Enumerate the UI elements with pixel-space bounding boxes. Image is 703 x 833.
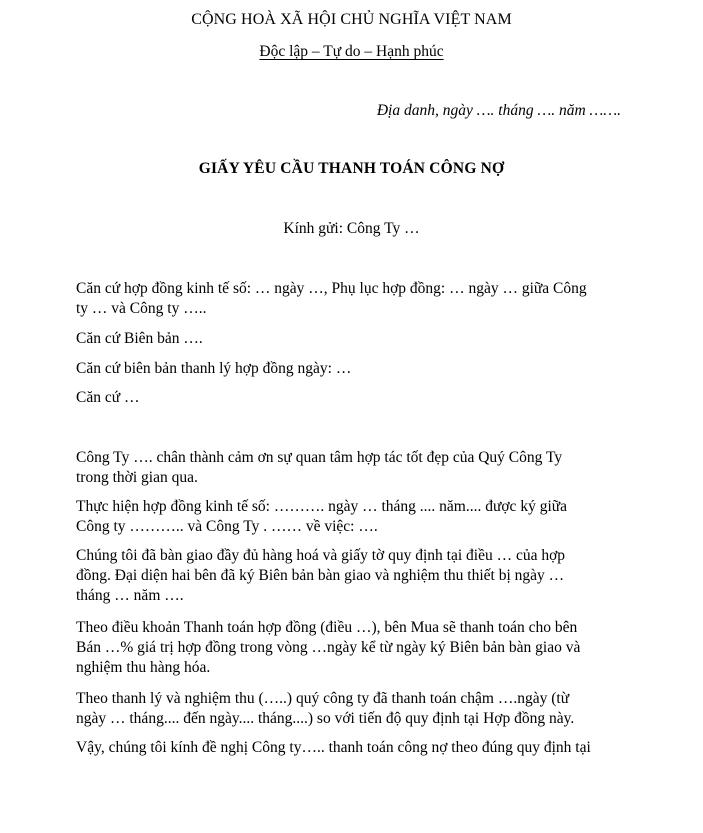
text-line: tháng … năm …. [76,587,184,604]
text-line: nghiệm thu hàng hóa. [76,659,211,676]
national-motto [0,43,703,61]
text-line: Vậy, chúng tôi kính đề nghị Công ty….. thanh toán công nợ theo đúng quy định tại [76,739,591,756]
text-line: Căn cứ hợp đồng kinh tế số: … ngày …, Phụ lục hợp đồng: … ngày … giữa Công [76,280,587,297]
text-line: Theo điều khoản Thanh toán hợp đồng (điều …), bên Mua sẽ thanh toán cho bên [76,619,578,636]
basis-minutes [76,329,636,349]
text-line: trong thời gian qua. [76,469,198,486]
text-line: ty … và Công ty ….. [76,300,207,317]
recipient-line: Kính gửi: Công Ty … [283,220,420,237]
paragraph-request [76,738,636,758]
text-line: Công Ty …. chân thành cảm ơn sự quan tâm hợp tác tốt đẹp của Quý Công Ty [76,449,563,466]
text-line: Căn cứ Biên bản …. [76,330,203,347]
paragraph-thanks [76,448,636,488]
basis-liquidation [76,359,636,379]
text-line: đồng. Đại diện hai bên đã ký Biên bản bàn giao và nghiệm thu thiết bị ngày … [76,567,565,584]
paragraph-late-payment [76,689,636,729]
text-line: Bán …% giá trị hợp đồng trong vòng …ngày kể từ ngày ký Biên bản bàn giao và [76,639,581,656]
text-line: Căn cứ … [76,389,140,406]
document-title: GIẤY YÊU CẦU THANH TOÁN CÔNG NỢ [198,160,505,177]
motto-text: Độc lập – Tự do – Hạnh phúc [259,43,444,60]
text-line: Thực hiện hợp đồng kinh tế số: ………. ngày … tháng .... năm.... được ký giữa [76,498,568,515]
text-line: Theo thanh lý và nghiệm thu (…..) quý công ty đã thanh toán chậm ….ngày (từ [76,690,570,707]
paragraph-payment-terms [76,618,636,678]
paragraph-contract-execution [76,497,636,537]
paragraph-handover [76,546,636,606]
text-line: Chúng tôi đã bàn giao đầy đủ hàng hoá và giấy tờ quy định tại điều … của hợp [76,547,566,564]
text-line: Căn cứ biên bản thanh lý hợp đồng ngày: … [76,360,352,377]
text-line: Công ty ……….. và Công Ty . …… về việc: …. [76,518,378,535]
basis-contract [76,279,636,319]
text-line: ngày … tháng.... đến ngày.... tháng....) so với tiến độ quy định tại Hợp đồng này. [76,710,575,727]
national-title: CỘNG HOÀ XÃ HỘI CHỦ NGHĨA VIỆT NAM [191,11,512,28]
place-date-line: Địa danh, ngày …. tháng …. năm ……. [376,102,621,119]
basis-other [76,388,636,408]
